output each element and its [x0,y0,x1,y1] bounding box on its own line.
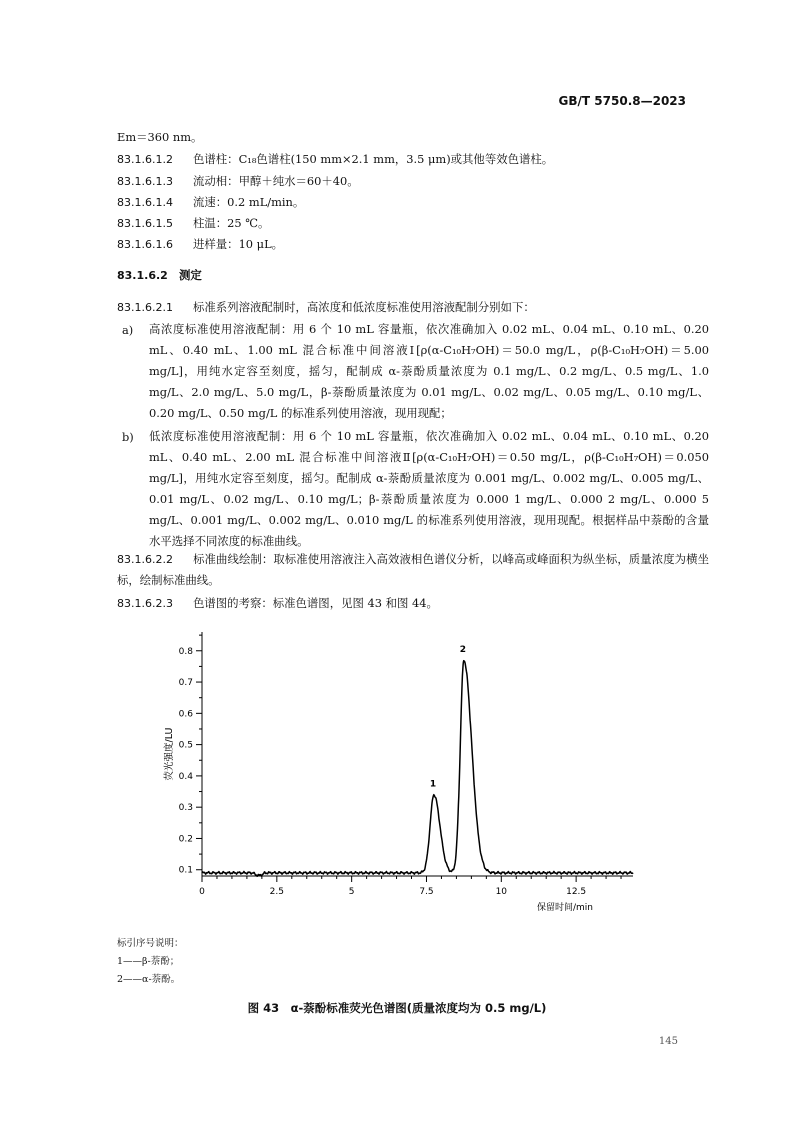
clause-number: 83.1.6.2.3 [117,597,173,610]
peak-label: 2 [459,645,467,656]
clause-text: 色谱柱：C₁₈色谱柱(150 mm×2.1 mm，3.5 μm)或其他等效色谱柱。 [193,152,554,166]
clause-text: 柱温：25 ℃。 [193,216,270,230]
clause-text: 标准曲线绘制：取标准使用溶液注入高效液相色谱仪分析，以峰高或峰面积为纵坐标，质量浓度为横坐标，绘制标准曲线。 [117,552,709,587]
y-tick-label: 0.7 [178,678,193,689]
x-tick-label: 2.5 [269,887,284,897]
clause-1-6-1-6 [117,235,283,254]
clause-number: 83.1.6.1.6 [117,238,173,251]
legend-note-item-2: 2——α-萘酚。 [117,974,181,985]
clause-number: 83.1.6.2.2 [117,553,173,566]
x-axis-label: 保留时间/min [536,903,594,913]
x-tick-label: 12.5 [566,887,587,897]
clause-1-6-2-3 [117,594,438,613]
clause-number: 83.1.6.1.2 [117,153,173,166]
x-tick-label: 7.5 [419,887,434,897]
y-tick-label: 0.8 [178,646,193,657]
y-axis-label: 荧光强度/LU [164,727,175,781]
standard-number: GB/T 5750.8—2023 [558,94,686,108]
item-a-text: 高浓度标准使用溶液配制：用 6 个 10 mL 容量瓶，依次准确加入 0.02 mL、0.04 mL、0.10 mL、0.20 mL、0.40 mL、1.00 mL 混合标准中间溶液Ⅰ[ρ(α-C₁₀H₇OH)＝50.0 mg/L，ρ(β-C₁₀H₇OH)＝5.00 mg/L]，用纯水定容至刻度，摇匀，配制成 α-萘酚质量浓度为 0.1 mg/L、0.2 mg/L、0.5 mg/L、1.0 mg/L、2.0 mg/L、5.0 mg/L，β-萘酚质量浓度为 0.01 mg/L、0.02 mg/L、0.05 mg/L、0.10 mg/L、0.20 mg/L、0.50 mg/L 的标准系列使用溶液，现用现配； [149,322,709,420]
chromatogram-chart [0,620,794,920]
heading-text: 测定 [179,268,202,282]
legend-note-title: 标引序号说明： [117,938,184,949]
clause-number: 83.1.6.1.5 [117,217,173,230]
chart-axes [202,632,633,876]
y-tick-label: 0.3 [178,803,193,814]
y-tick-label: 0.5 [178,740,193,751]
clause-text: 标准系列溶液配制时，高浓度和低浓度标准使用溶液配制分别如下： [193,300,535,314]
x-tick-label: 5 [348,887,355,897]
heading-number: 83.1.6.2 [117,269,168,282]
clause-number: 83.1.6.1.3 [117,175,173,188]
em-line: Em＝360 nm。 [117,130,203,144]
item-b-text: 低浓度标准使用溶液配制：用 6 个 10 mL 容量瓶，依次准确加入 0.02 mL、0.04 mL、0.10 mL、0.20 mL、0.40 mL、2.00 mL 混合标准中间溶液Ⅱ[ρ(α-C₁₀H₇OH)＝0.50 mg/L，ρ(β-C₁₀H₇OH)＝0.050 mg/L]，用纯水定容至刻度，摇匀。配制成 α-萘酚质量浓度为 0.001 mg/L、0.002 mg/L、0.005 mg/L、0.01 mg/L、0.02 mg/L、0.10 mg/L；β-萘酚质量浓度为 0.000 1 mg/L、0.000 2 mg/L、0.000 5 mg/L、0.001 mg/L、0.002 mg/L、0.010 mg/L 的标准系列使用溶液，现用现配。根据样品中萘酚的含量水平选择不同浓度的标准曲线。 [149,429,709,548]
clause-text: 流动相：甲醇＋纯水＝60＋40。 [193,174,359,188]
x-tick-label: 0 [199,887,205,897]
chromatogram-trace [202,661,633,876]
y-tick-label: 0.6 [178,709,193,720]
clause-1-6-1-5 [117,214,269,233]
item-a-label: a) [122,323,134,337]
x-tick-label: 10 [495,887,508,897]
section-heading [117,266,202,285]
peak-label: 1 [429,779,437,790]
y-tick-label: 0.4 [178,771,193,782]
clause-1-6-2-2 [117,549,709,591]
clause-text: 流速：0.2 mL/min。 [193,195,305,209]
clause-number: 83.1.6.2.1 [117,301,173,314]
chart-ticks [179,635,621,897]
figure-caption: 图 43 α-萘酚标准荧光色谱图(质量浓度均为 0.5 mg/L) [247,1001,547,1015]
item-b-label: b) [122,430,134,444]
clause-text: 色谱图的考察：标准色谱图，见图 43 和图 44。 [193,596,438,610]
page-number: 145 [658,1036,678,1047]
clause-1-6-2-1 [117,298,535,317]
clause-1-6-1-2 [117,150,553,169]
y-tick-label: 0.1 [178,865,193,876]
legend-note-item-1: 1——β-萘酚； [117,956,180,967]
clause-number: 83.1.6.1.4 [117,196,173,209]
y-tick-label: 0.2 [178,834,193,845]
clause-1-6-1-3 [117,172,359,191]
clause-text: 进样量：10 μL。 [193,237,284,251]
clause-1-6-1-4 [117,193,304,212]
